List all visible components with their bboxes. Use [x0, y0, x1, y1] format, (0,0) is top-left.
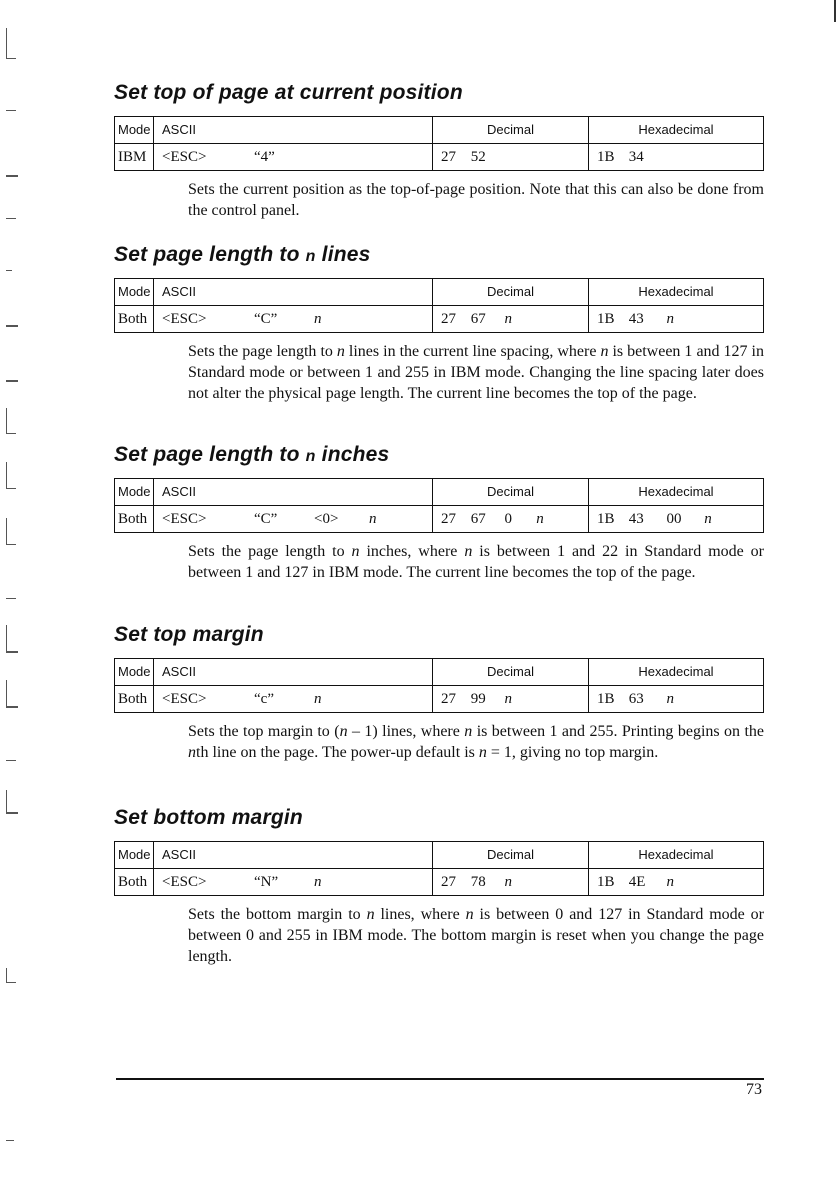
- section-set-top-of-page: [114, 78, 764, 221]
- decimal-token: 27: [441, 311, 456, 327]
- desc-variable: n: [600, 343, 609, 360]
- section-heading: Set bottom margin: [114, 806, 303, 829]
- ascii-token: <ESC>: [162, 149, 207, 165]
- ascii-cell: [154, 506, 433, 533]
- ascii-header: ASCII: [154, 842, 433, 869]
- mode-cell: Both: [115, 306, 154, 333]
- ascii-header: ASCII: [154, 279, 433, 306]
- decimal-token: 27: [441, 149, 456, 165]
- section-set-page-length-lines: [114, 240, 764, 404]
- mode-header: Mode: [115, 659, 154, 686]
- hex-token: 43: [628, 311, 644, 327]
- hex-variable: n: [666, 691, 674, 707]
- hex-variable: n: [666, 311, 674, 327]
- heading-text: lines: [315, 243, 371, 266]
- hex-cell: [589, 506, 764, 533]
- hex-cell: [589, 686, 764, 713]
- hex-token: 1B: [597, 311, 615, 327]
- ascii-token: “C”: [254, 311, 278, 327]
- decimal-cell: [433, 144, 589, 171]
- table-row: [115, 506, 764, 533]
- heading-text: Set page length to: [114, 443, 306, 466]
- hexadecimal-header: Hexadecimal: [589, 479, 764, 506]
- hex-token: 1B: [597, 511, 615, 527]
- table-row: [115, 144, 764, 171]
- section-description: Sets the current position as the top-of-page position. Note that this can also be done from the control panel.: [188, 181, 764, 219]
- hex-token: 4E: [628, 874, 646, 890]
- hexadecimal-header: Hexadecimal: [589, 842, 764, 869]
- desc-text: is between 1 and 127 in Standard mode or between 1 and 255 in IBM mode. Changing the line spacing later does not alter the physical page length. The current line becomes the top of the page.: [188, 343, 765, 402]
- command-table: [114, 278, 764, 333]
- command-table: [114, 478, 764, 533]
- decimal-token: 27: [441, 691, 456, 707]
- ascii-token: <ESC>: [162, 691, 207, 707]
- heading-variable: n: [305, 248, 316, 265]
- decimal-token: 52: [470, 149, 486, 165]
- section-description: [188, 541, 764, 583]
- footer-divider: [116, 1078, 764, 1080]
- decimal-cell: [433, 686, 589, 713]
- desc-text: is between 1 and 255. Printing begins on the: [472, 723, 764, 740]
- decimal-variable: n: [504, 874, 512, 890]
- hex-variable: n: [666, 874, 674, 890]
- mode-header: Mode: [115, 279, 154, 306]
- desc-text: th line on the page. The power-up default is: [196, 744, 479, 761]
- hex-token: 63: [628, 691, 644, 707]
- mode-cell: Both: [115, 869, 154, 896]
- table-row: [115, 869, 764, 896]
- mode-cell: Both: [115, 506, 154, 533]
- decimal-header: Decimal: [433, 279, 589, 306]
- decimal-token: 67: [470, 311, 486, 327]
- ascii-cell: [154, 144, 433, 171]
- table-header-row: [115, 279, 764, 306]
- command-table: [114, 841, 764, 896]
- decimal-token: 99: [470, 691, 486, 707]
- hex-token: 1B: [597, 149, 615, 165]
- hex-token: 43: [628, 511, 644, 527]
- mode-header: Mode: [115, 479, 154, 506]
- desc-variable: n: [188, 744, 196, 761]
- desc-text: inches, where: [359, 543, 465, 560]
- heading-variable: n: [305, 448, 316, 465]
- hex-token: 34: [628, 149, 644, 165]
- ascii-cell: [154, 869, 433, 896]
- command-table: [114, 116, 764, 171]
- decimal-cell: [433, 306, 589, 333]
- decimal-header: Decimal: [433, 659, 589, 686]
- desc-text: Sets the top margin to (: [188, 723, 340, 740]
- decimal-header: Decimal: [433, 117, 589, 144]
- decimal-variable: n: [536, 511, 544, 527]
- ascii-cell: [154, 306, 433, 333]
- decimal-token: 67: [470, 511, 486, 527]
- table-header-row: [115, 479, 764, 506]
- decimal-cell: [433, 869, 589, 896]
- table-header-row: [115, 659, 764, 686]
- desc-text: – 1) lines, where: [347, 723, 465, 740]
- ascii-header: ASCII: [154, 117, 433, 144]
- ascii-cell: [154, 686, 433, 713]
- ascii-variable: n: [369, 511, 377, 527]
- desc-variable: n: [465, 906, 474, 923]
- decimal-cell: [433, 506, 589, 533]
- scan-edge-line: [834, 0, 836, 22]
- ascii-variable: n: [314, 311, 322, 327]
- mode-cell: Both: [115, 686, 154, 713]
- section-heading: Set top of page at current position: [114, 81, 463, 104]
- section-heading: [114, 240, 764, 270]
- ascii-header: ASCII: [154, 479, 433, 506]
- command-table: [114, 658, 764, 713]
- decimal-header: Decimal: [433, 842, 589, 869]
- heading-text: inches: [315, 443, 390, 466]
- decimal-token: 27: [441, 511, 456, 527]
- decimal-token: 27: [441, 874, 456, 890]
- mode-header: Mode: [115, 117, 154, 144]
- section-set-page-length-inches: [114, 440, 764, 583]
- section-description: [188, 904, 764, 967]
- hex-token: 1B: [597, 691, 615, 707]
- desc-variable: n: [351, 543, 360, 560]
- desc-text: Sets the bottom margin to: [188, 906, 367, 923]
- hexadecimal-header: Hexadecimal: [589, 117, 764, 144]
- hexadecimal-header: Hexadecimal: [589, 659, 764, 686]
- ascii-token: <ESC>: [162, 311, 207, 327]
- mode-header: Mode: [115, 842, 154, 869]
- desc-text: is between 1 and 22 in Standard mode or between 1 and 127 in IBM mode. The current line becomes the top of the page.: [188, 543, 764, 581]
- table-header-row: [115, 117, 764, 144]
- decimal-variable: n: [504, 311, 512, 327]
- hex-token: 00: [666, 511, 682, 527]
- table-row: [115, 306, 764, 333]
- ascii-token: “4”: [254, 149, 275, 165]
- ascii-token: “N”: [254, 874, 279, 890]
- hexadecimal-header: Hexadecimal: [589, 279, 764, 306]
- decimal-variable: n: [504, 691, 512, 707]
- desc-text: Sets the page length to: [188, 543, 352, 560]
- decimal-token: 0: [504, 511, 512, 527]
- hex-cell: [589, 144, 764, 171]
- desc-variable: n: [366, 906, 375, 923]
- hex-token: 1B: [597, 874, 615, 890]
- ascii-token: “C”: [254, 511, 278, 527]
- hex-cell: [589, 869, 764, 896]
- desc-variable: n: [339, 723, 348, 740]
- ascii-variable: n: [314, 874, 322, 890]
- ascii-token: <ESC>: [162, 511, 207, 527]
- ascii-variable: n: [314, 691, 322, 707]
- section-description: [188, 341, 764, 404]
- section-set-bottom-margin: [114, 803, 764, 967]
- page-number: 73: [746, 1081, 762, 1098]
- desc-text: is between 0 and 127 in Standard mode or between 0 and 255 in IBM mode. The bottom margin is reset when you change the page length.: [188, 906, 765, 965]
- ascii-token: <ESC>: [162, 874, 207, 890]
- table-header-row: [115, 842, 764, 869]
- decimal-token: 78: [470, 874, 486, 890]
- section-description: [188, 721, 764, 763]
- desc-variable: n: [478, 744, 487, 761]
- decimal-header: Decimal: [433, 479, 589, 506]
- hex-variable: n: [704, 511, 712, 527]
- desc-text: lines, where: [374, 906, 466, 923]
- desc-variable: n: [464, 723, 473, 740]
- hex-cell: [589, 306, 764, 333]
- desc-text: Sets the page length to: [188, 343, 337, 360]
- mode-cell: IBM: [115, 144, 154, 171]
- heading-text: Set page length to: [114, 243, 306, 266]
- section-heading: Set top margin: [114, 623, 264, 646]
- table-row: [115, 686, 764, 713]
- ascii-token: “c”: [254, 691, 274, 707]
- desc-variable: n: [464, 543, 473, 560]
- desc-variable: n: [336, 343, 345, 360]
- section-heading: [114, 440, 764, 470]
- scan-edge-marks: [0, 0, 22, 1190]
- desc-text: lines in the current line spacing, where: [344, 343, 601, 360]
- section-set-top-margin: [114, 620, 764, 763]
- ascii-token: <0>: [314, 511, 339, 527]
- ascii-header: ASCII: [154, 659, 433, 686]
- desc-text: = 1, giving no top margin.: [486, 744, 659, 761]
